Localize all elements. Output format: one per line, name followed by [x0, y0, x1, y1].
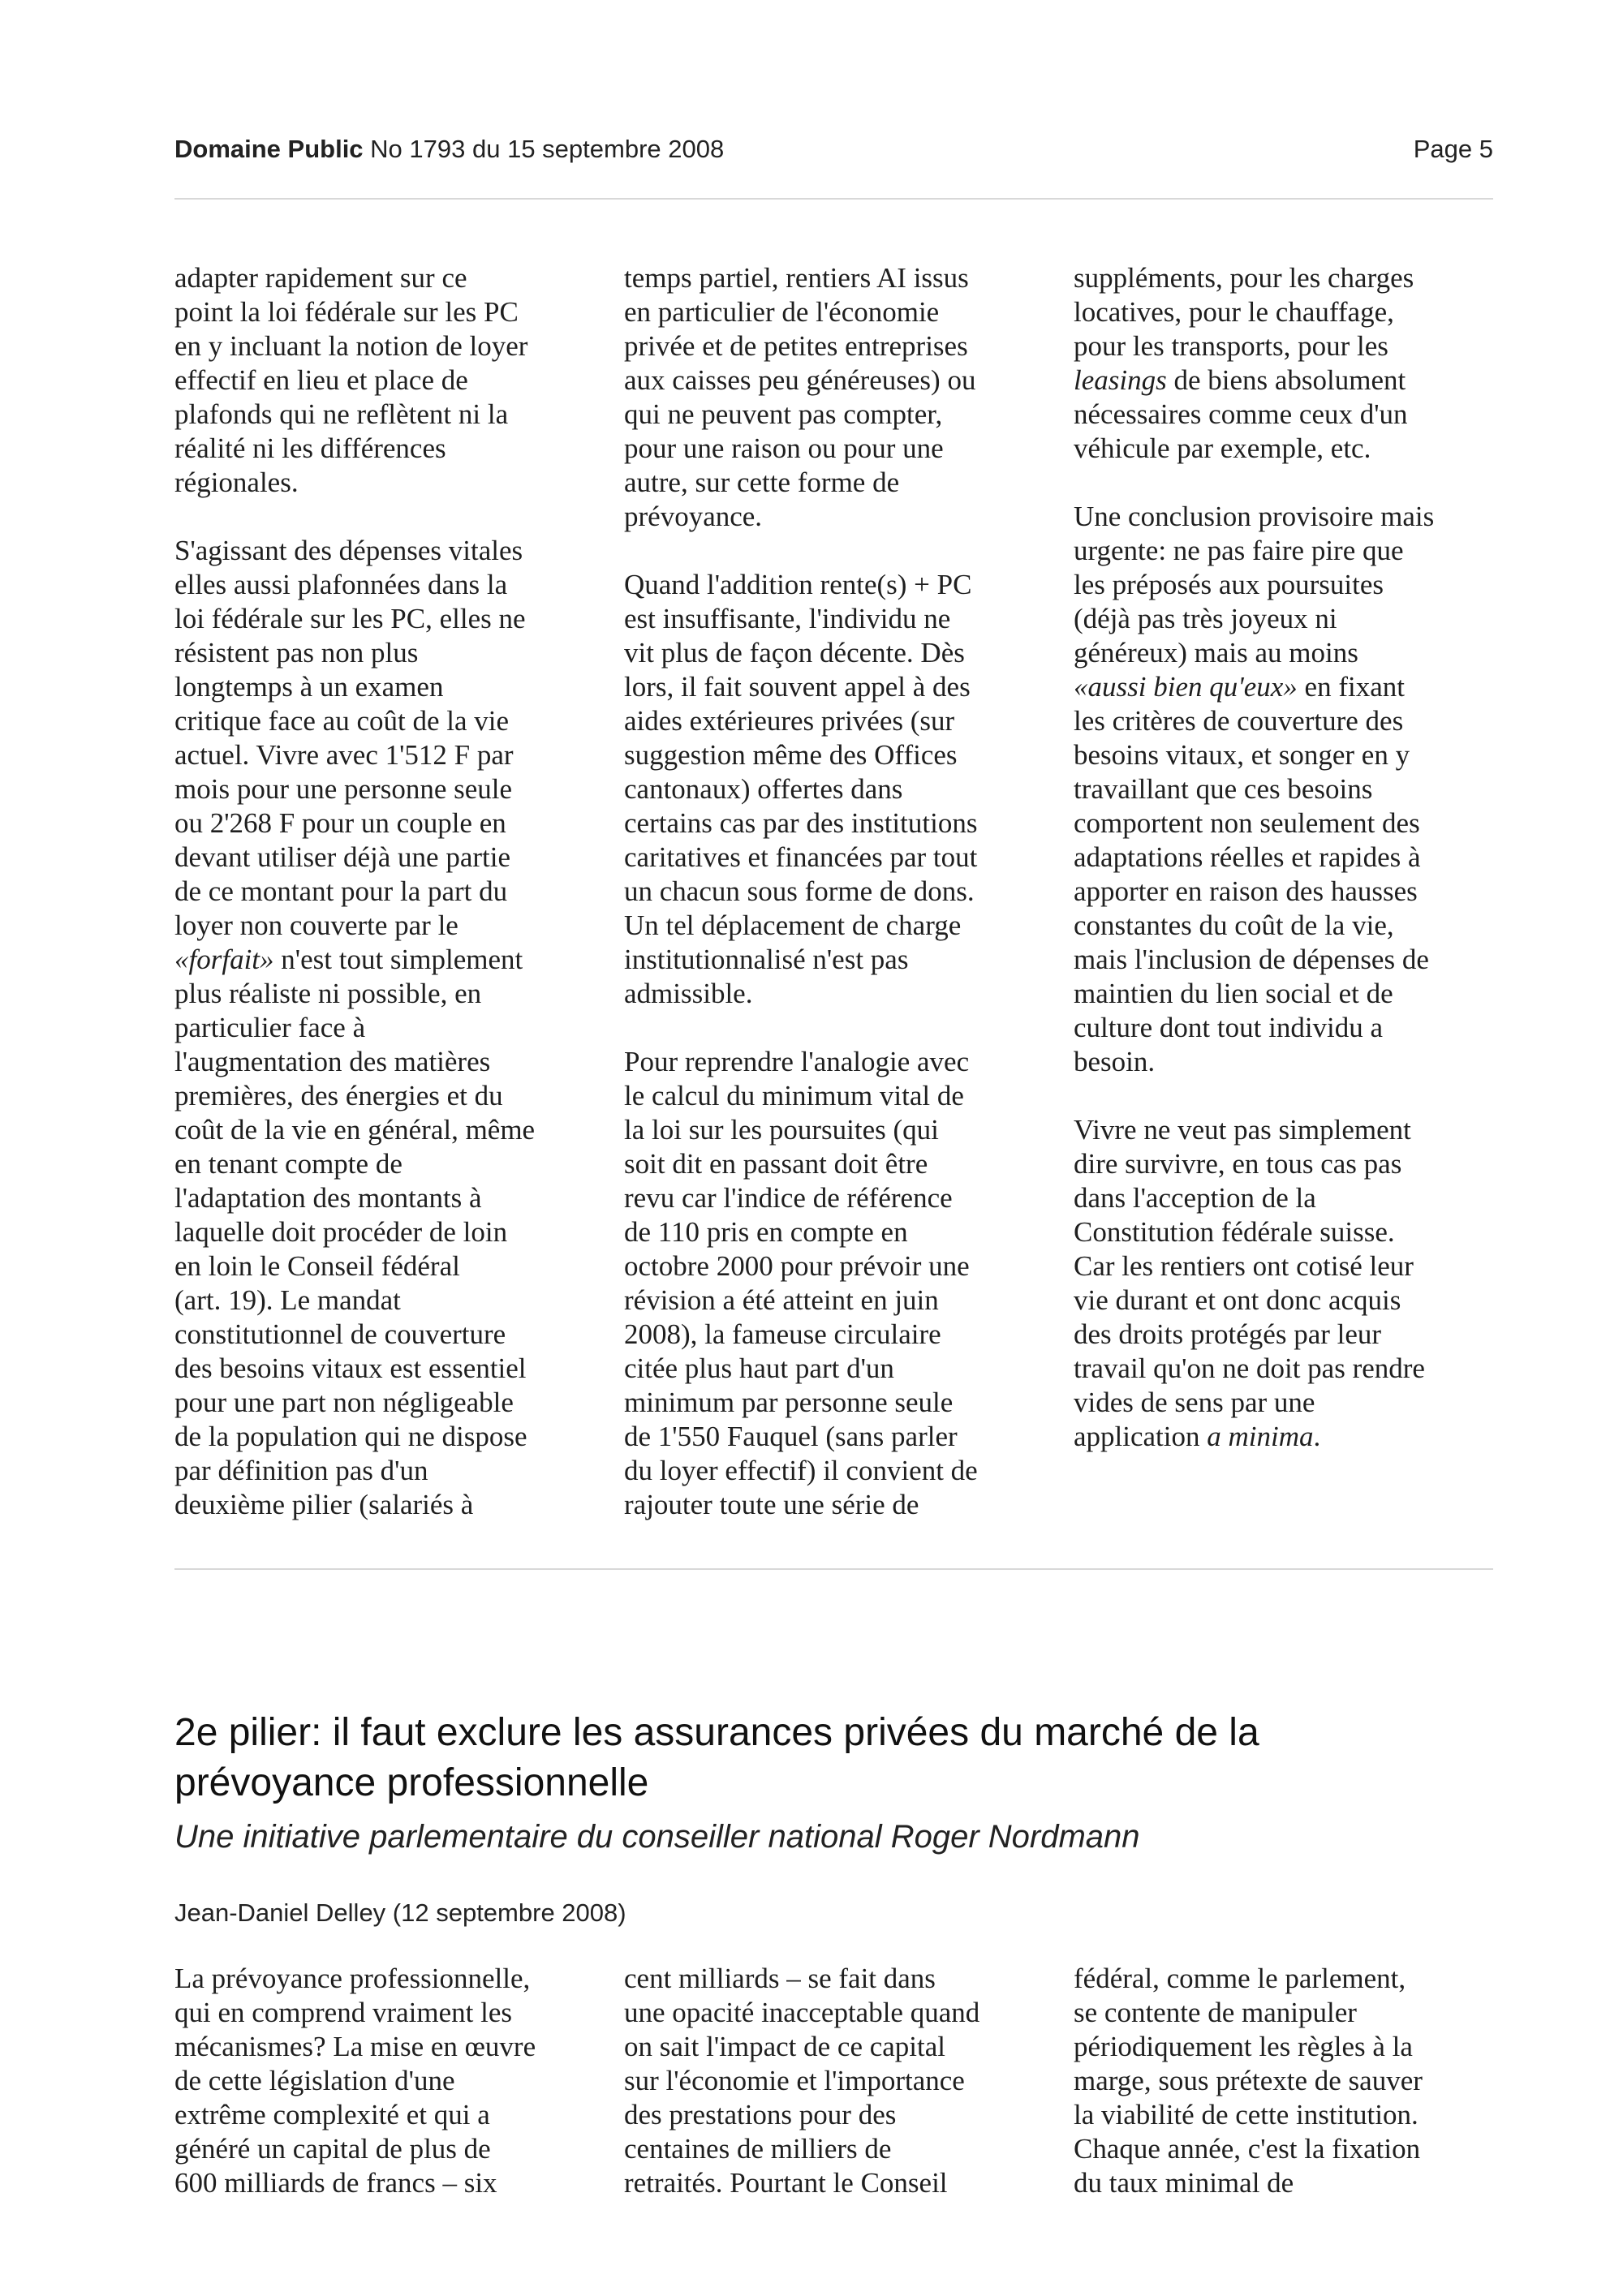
- text-line: dire survivre, en tous cas pas: [1074, 1148, 1402, 1180]
- text-line: qui en comprend vraiment les: [174, 1997, 512, 2028]
- text-line: temps partiel, rentiers AI issus: [624, 262, 969, 294]
- emphasis: «forfait»: [174, 944, 274, 975]
- text-line: longtemps à un examen: [174, 671, 444, 703]
- text-line: adaptations réelles et rapides à: [1074, 841, 1421, 873]
- text-line: S'agissant des dépenses vitales: [174, 535, 523, 566]
- text-line: (art. 19). Le mandat: [174, 1284, 401, 1316]
- text-line: plus réaliste ni possible, en: [174, 978, 482, 1009]
- text-line: admissible.: [624, 978, 753, 1009]
- text-line: deuxième pilier (salariés à: [174, 1489, 474, 1520]
- text-line: point la loi fédérale sur les PC: [174, 296, 519, 328]
- text-line: culture dont tout individu a: [1074, 1012, 1384, 1043]
- text-line: aux caisses peu généreuses) ou: [624, 364, 976, 396]
- article-1-column-2: [624, 261, 1048, 1522]
- article-2-subtitle: Une initiative parlementaire du conseiller national Roger Nordmann: [174, 1819, 1140, 1855]
- text-line: constitutionnel de couverture: [174, 1318, 506, 1350]
- text-line: effectif en lieu et place de: [174, 364, 468, 396]
- text-line: vides de sens par une: [1074, 1387, 1315, 1418]
- text-line: leasings de biens absolument: [1074, 364, 1406, 396]
- text-line: cent milliards – se fait dans: [624, 1963, 936, 1994]
- text-line: de cette législation d'une: [174, 2065, 455, 2096]
- text-line: cantonaux) offertes dans: [624, 773, 903, 805]
- text-line: la loi sur les poursuites (qui: [624, 1114, 939, 1146]
- text-line: nécessaires comme ceux d'un: [1074, 398, 1408, 430]
- text-line: de la population qui ne dispose: [174, 1421, 527, 1452]
- text-line: régionales.: [174, 467, 299, 498]
- article-2-byline: Jean-Daniel Delley (12 septembre 2008): [174, 1898, 626, 1927]
- text-line: Vivre ne veut pas simplement: [1074, 1114, 1411, 1146]
- article-1-columns: [174, 261, 1497, 1522]
- text-line: «aussi bien qu'eux» en fixant: [1074, 671, 1405, 703]
- article-2-title-line: 2e pilier: il faut exclure les assurances privées du marché de la: [174, 1711, 1259, 1754]
- text-line: suppléments, pour les charges: [1074, 262, 1414, 294]
- text-line: Un tel déplacement de charge: [624, 909, 962, 941]
- text-line: octobre 2000 pour prévoir une: [624, 1250, 970, 1282]
- text-line: périodiquement les règles à la: [1074, 2031, 1413, 2062]
- text-line: lors, il fait souvent appel à des: [624, 671, 971, 703]
- text-line: l'augmentation des matières: [174, 1046, 491, 1077]
- text-line: qui ne peuvent pas compter,: [624, 398, 943, 430]
- paragraph: [624, 1962, 1048, 2200]
- text-line: pour une part non négligeable: [174, 1387, 514, 1418]
- text-line: Constitution fédérale suisse.: [1074, 1216, 1395, 1248]
- text-line: des droits protégés par leur: [1074, 1318, 1382, 1350]
- text-line: Chaque année, c'est la fixation: [1074, 2133, 1421, 2165]
- text-line: véhicule par exemple, etc.: [1074, 432, 1371, 464]
- text-line: de 1'550 Fauquel (sans parler: [624, 1421, 958, 1452]
- text-line: loi fédérale sur les PC, elles ne: [174, 603, 526, 634]
- text-line: particulier face à: [174, 1012, 366, 1043]
- emphasis: «aussi bien qu'eux»: [1074, 671, 1298, 703]
- text-line: de 110 pris en compte en: [624, 1216, 908, 1248]
- page-number: Page 5: [1413, 135, 1493, 163]
- paragraph: [174, 1962, 598, 2200]
- text-line: en loin le Conseil fédéral: [174, 1250, 460, 1282]
- text-line: marge, sous prétexte de sauver: [1074, 2065, 1423, 2096]
- article-2-column-2: [624, 1962, 1048, 2200]
- text-line: généreux) mais au moins: [1074, 637, 1358, 669]
- text-line: 600 milliards de francs – six: [174, 2167, 497, 2199]
- text-line: des prestations pour des: [624, 2099, 897, 2130]
- emphasis: leasings: [1074, 364, 1167, 396]
- text-line: prévoyance.: [624, 501, 763, 532]
- paragraph: [174, 534, 598, 1522]
- article-2-columns: [174, 1962, 1497, 2200]
- emphasis: a minima: [1207, 1421, 1314, 1452]
- publication-name: Domaine Public: [174, 135, 364, 163]
- header-divider: [174, 198, 1493, 200]
- text-line: laquelle doit procéder de loin: [174, 1216, 508, 1248]
- text-line: révision a été atteint en juin: [624, 1284, 939, 1316]
- text-line: les critères de couverture des: [1074, 705, 1404, 737]
- text-line: suggestion même des Offices: [624, 739, 958, 771]
- text-line: centaines de milliers de: [624, 2133, 892, 2165]
- text-line: 2008), la fameuse circulaire: [624, 1318, 941, 1350]
- text-line: minimum par personne seule: [624, 1387, 954, 1418]
- text-line: adapter rapidement sur ce: [174, 262, 467, 294]
- text-line: généré un capital de plus de: [174, 2133, 491, 2165]
- text-line: elles aussi plafonnées dans la: [174, 569, 508, 600]
- text-line: dans l'acception de la: [1074, 1182, 1316, 1214]
- article-2-title: [174, 1708, 1497, 1808]
- text-line: constantes du coût de la vie,: [1074, 909, 1394, 941]
- text-line: une opacité inacceptable quand: [624, 1997, 980, 2028]
- text-line: (déjà pas très joyeux ni: [1074, 603, 1337, 634]
- text-line: pour les transports, pour les: [1074, 330, 1388, 362]
- text-line: retraités. Pourtant le Conseil: [624, 2167, 948, 2199]
- text-line: autre, sur cette forme de: [624, 467, 900, 498]
- issue-info: No 1793 du 15 septembre 2008: [370, 135, 725, 163]
- text-line: mais l'inclusion de dépenses de: [1074, 944, 1429, 975]
- article-2-title-line: prévoyance professionnelle: [174, 1761, 649, 1804]
- text-line: la viabilité de cette institution.: [1074, 2099, 1419, 2130]
- text-line: soit dit en passant doit être: [624, 1148, 928, 1180]
- text-line: locatives, pour le chauffage,: [1074, 296, 1394, 328]
- text-line: réalité ni les différences: [174, 432, 446, 464]
- article-2-column-1: [174, 1962, 598, 2200]
- text-line: des besoins vitaux est essentiel: [174, 1352, 527, 1384]
- text-line: coût de la vie en général, même: [174, 1114, 536, 1146]
- text-line: du taux minimal de: [1074, 2167, 1294, 2199]
- text-line: privée et de petites entreprises: [624, 330, 968, 362]
- text-line: caritatives et financées par tout: [624, 841, 978, 873]
- paragraph: [1074, 500, 1497, 1079]
- text-line: Car les rentiers ont cotisé leur: [1074, 1250, 1414, 1282]
- text-line: loyer non couverte par le: [174, 909, 458, 941]
- paragraph: [624, 568, 1048, 1011]
- text-line: premières, des énergies et du: [174, 1080, 503, 1111]
- text-line: extrême complexité et qui a: [174, 2099, 490, 2130]
- text-line: besoin.: [1074, 1046, 1156, 1077]
- text-line: rajouter toute une série de: [624, 1489, 919, 1520]
- text-line: application a minima.: [1074, 1421, 1321, 1452]
- paragraph: [1074, 1962, 1497, 2200]
- text-line: comportent non seulement des: [1074, 807, 1420, 839]
- text-line: aides extérieures privées (sur: [624, 705, 955, 737]
- article-2-column-3: [1074, 1962, 1497, 2200]
- text-line: ou 2'268 F pour un couple en: [174, 807, 506, 839]
- text-line: en particulier de l'économie: [624, 296, 940, 328]
- text-line: critique face au coût de la vie: [174, 705, 510, 737]
- text-line: les préposés aux poursuites: [1074, 569, 1384, 600]
- text-line: maintien du lien social et de: [1074, 978, 1393, 1009]
- text-line: devant utiliser déjà une partie: [174, 841, 511, 873]
- text-line: du loyer effectif) il convient de: [624, 1455, 978, 1486]
- text-line: pour une raison ou pour une: [624, 432, 944, 464]
- text-line: travaillant que ces besoins: [1074, 773, 1373, 805]
- text-line: certains cas par des institutions: [624, 807, 978, 839]
- text-line: plafonds qui ne reflètent ni la: [174, 398, 509, 430]
- text-line: travail qu'on ne doit pas rendre: [1074, 1352, 1425, 1384]
- paragraph: [1074, 1113, 1497, 1454]
- text-line: urgente: ne pas faire pire que: [1074, 535, 1404, 566]
- text-line: La prévoyance professionnelle,: [174, 1963, 531, 1994]
- paragraph: [624, 1045, 1048, 1522]
- text-line: fédéral, comme le parlement,: [1074, 1963, 1406, 1994]
- text-line: mois pour une personne seule: [174, 773, 513, 805]
- text-line: apporter en raison des hausses: [1074, 875, 1418, 907]
- text-line: vit plus de façon décente. Dès: [624, 637, 965, 669]
- text-line: un chacun sous forme de dons.: [624, 875, 975, 907]
- article-divider: [174, 1568, 1493, 1570]
- paragraph: [624, 261, 1048, 534]
- page-header: [174, 135, 1493, 170]
- text-line: par définition pas d'un: [174, 1455, 428, 1486]
- text-line: besoins vitaux, et songer en y: [1074, 739, 1410, 771]
- article-1-column-3: [1074, 261, 1497, 1522]
- text-line: Pour reprendre l'analogie avec: [624, 1046, 970, 1077]
- text-line: actuel. Vivre avec 1'512 F par: [174, 739, 514, 771]
- text-line: Une conclusion provisoire mais: [1074, 501, 1435, 532]
- text-line: revu car l'indice de référence: [624, 1182, 953, 1214]
- paragraph: [174, 261, 598, 500]
- text-line: est insuffisante, l'individu ne: [624, 603, 951, 634]
- text-line: de ce montant pour la part du: [174, 875, 508, 907]
- text-line: en y incluant la notion de loyer: [174, 330, 528, 362]
- text-line: se contente de manipuler: [1074, 1997, 1357, 2028]
- text-line: vie durant et ont donc acquis: [1074, 1284, 1401, 1316]
- text-line: institutionnalisé n'est pas: [624, 944, 909, 975]
- text-line: citée plus haut part d'un: [624, 1352, 894, 1384]
- text-line: Quand l'addition rente(s) + PC: [624, 569, 972, 600]
- text-line: résistent pas non plus: [174, 637, 419, 669]
- article-1-column-1: [174, 261, 598, 1522]
- text-line: en tenant compte de: [174, 1148, 403, 1180]
- text-line: l'adaptation des montants à: [174, 1182, 482, 1214]
- text-line: mécanismes? La mise en œuvre: [174, 2031, 536, 2062]
- text-line: le calcul du minimum vital de: [624, 1080, 964, 1111]
- paragraph: [1074, 261, 1497, 466]
- text-line: sur l'économie et l'importance: [624, 2065, 965, 2096]
- text-line: on sait l'impact de ce capital: [624, 2031, 946, 2062]
- text-line: «forfait» n'est tout simplement: [174, 944, 523, 975]
